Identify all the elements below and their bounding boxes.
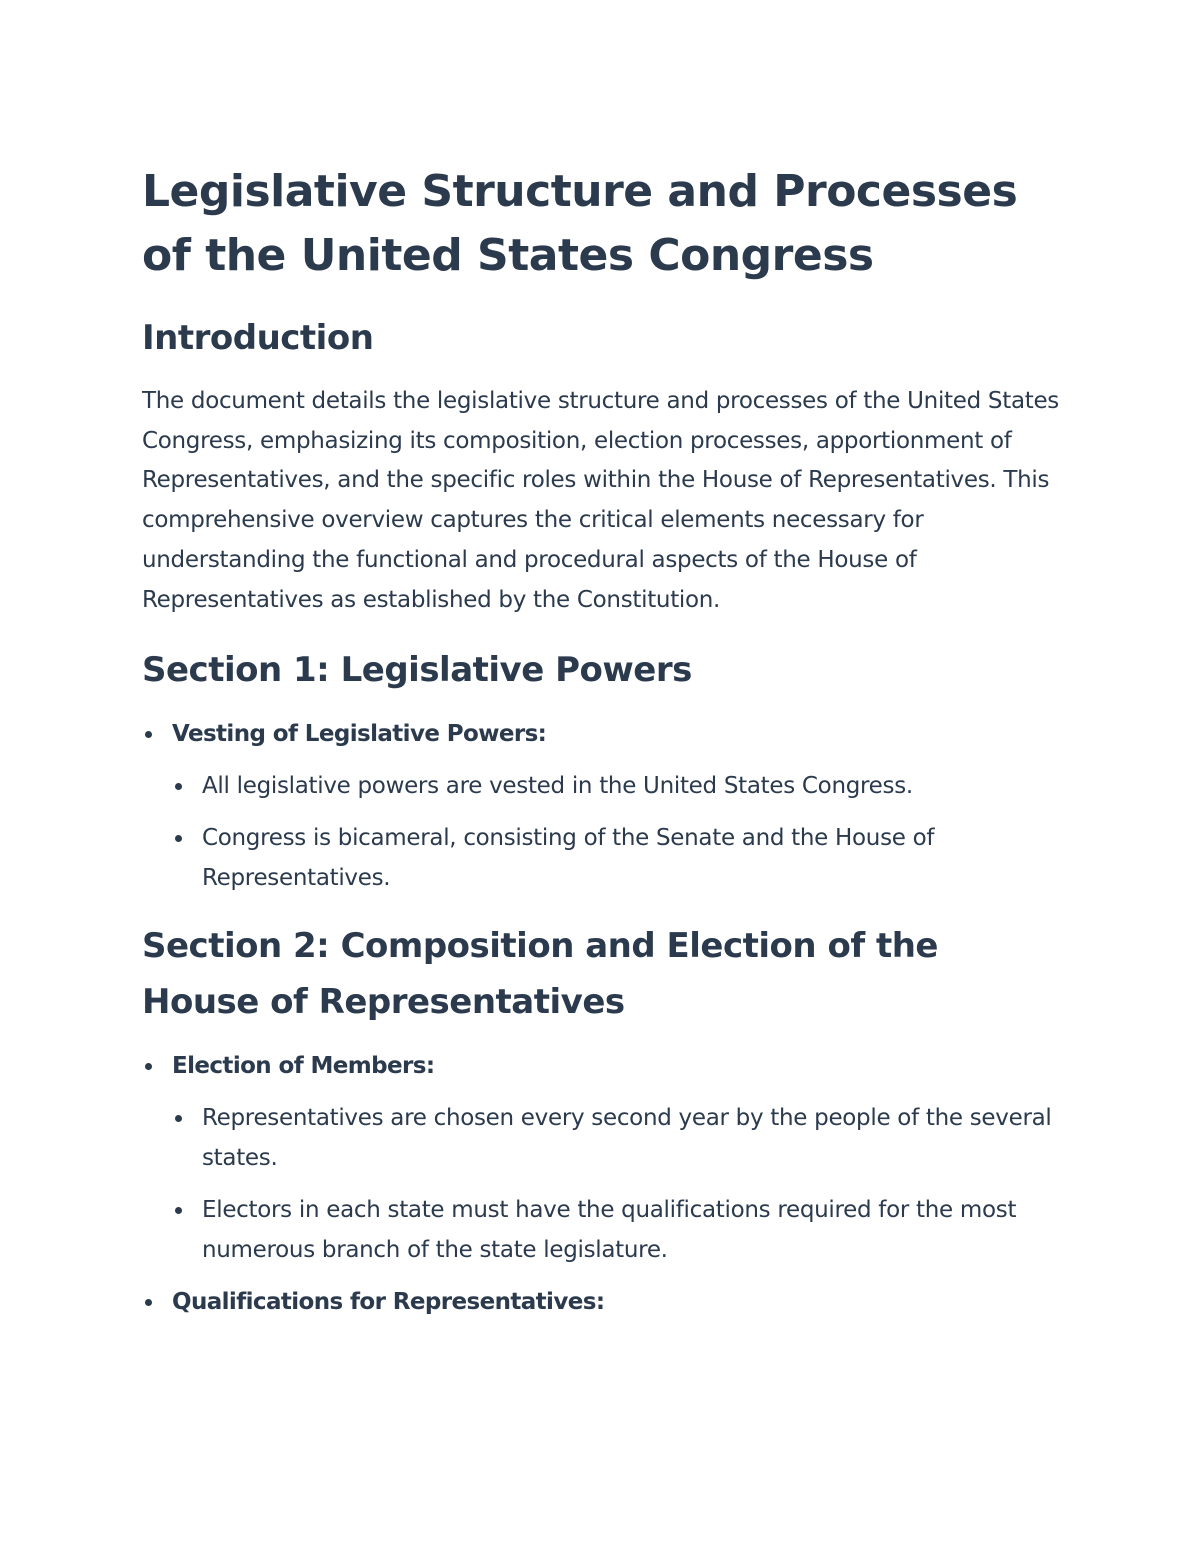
bullet-icon <box>175 1207 182 1214</box>
section-2-heading: Section 2: Composition and Election of the House of Representatives <box>142 926 938 1023</box>
section-1-list <box>142 714 1062 898</box>
bullet-icon <box>175 1115 182 1122</box>
sub-list-item <box>172 818 1062 898</box>
list-item-label: Vesting of Legislative Powers: <box>172 721 547 748</box>
sub-list-item-text: Congress is bicameral, consisting of the Senate and the House of Representatives. <box>202 825 935 892</box>
sub-list <box>172 766 1062 898</box>
bullet-icon <box>175 783 182 790</box>
document-title: Legislative Structure and Processes of the United States Congress <box>142 166 1018 281</box>
introduction-heading: Introduction <box>142 318 374 358</box>
list-item-label: Election of Members: <box>172 1053 435 1080</box>
list-item <box>142 1282 1062 1322</box>
sub-list-item-text: Representatives are chosen every second year by the people of the several states. <box>202 1105 1052 1172</box>
sub-list-item <box>172 766 1062 806</box>
list-item <box>142 714 1062 898</box>
sub-list-item <box>172 1190 1062 1270</box>
sub-list-item <box>172 1098 1062 1178</box>
introduction-paragraph: The document details the legislative structure and processes of the United States Congress, emphasizing its composition, election processes, apportionment of Representatives, and the specific roles within the House of Representatives. This comprehensive overview captures the critical elements necessary for understanding the functional and procedural aspects of the House of Representatives as established by the Constitution. <box>142 388 1059 613</box>
section-1-heading: Section 1: Legislative Powers <box>142 650 692 691</box>
bullet-icon <box>145 1299 152 1306</box>
sub-list <box>172 1098 1062 1270</box>
document-page <box>142 160 1062 1322</box>
sub-list-item-text: All legislative powers are vested in the United States Congress. <box>202 773 913 800</box>
list-item-label: Qualifications for Representatives: <box>172 1289 605 1316</box>
bullet-icon <box>145 1063 152 1070</box>
section-2-list <box>142 1046 1062 1322</box>
list-item <box>142 1046 1062 1270</box>
bullet-icon <box>175 835 182 842</box>
sub-list-item-text: Electors in each state must have the qualifications required for the most numerous branch of the state legislature. <box>202 1197 1017 1264</box>
bullet-icon <box>145 731 152 738</box>
